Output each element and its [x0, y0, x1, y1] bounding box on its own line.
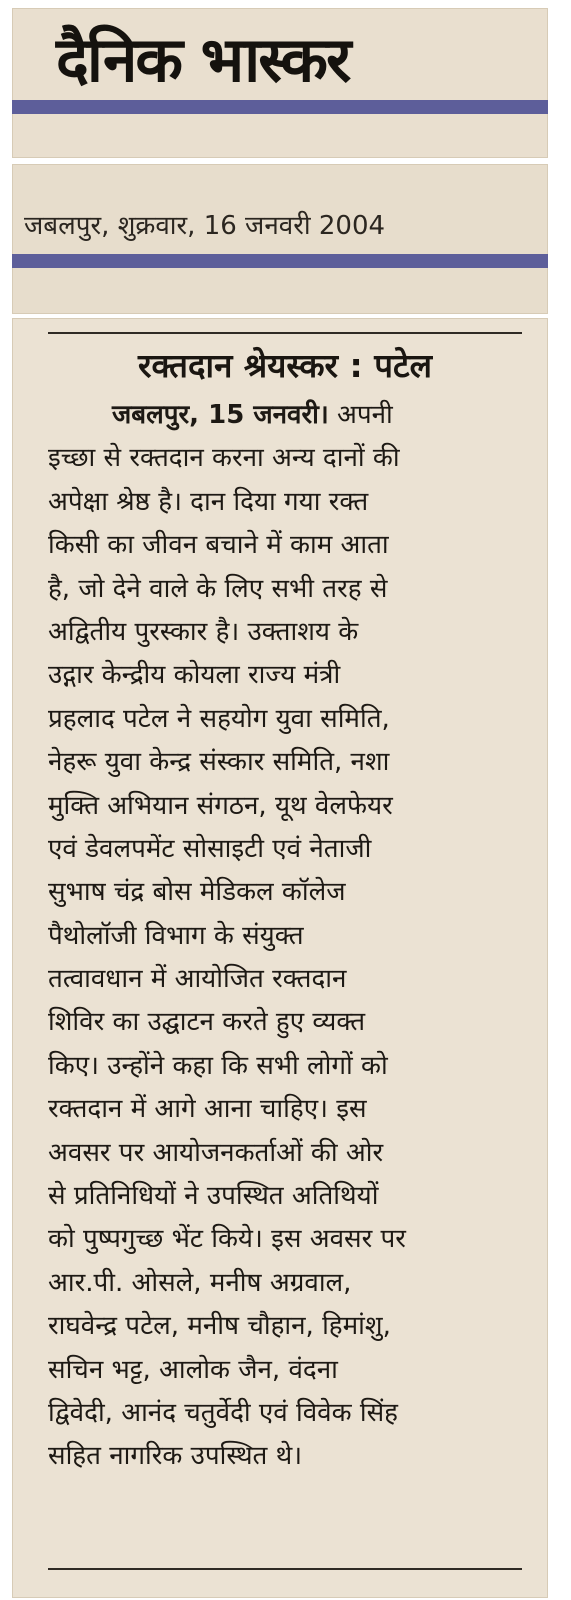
article-dateline-lead: जबलपुर, 15 जनवरी। — [112, 400, 329, 430]
dateline-color-band — [12, 254, 548, 268]
article-bottom-rule — [48, 1568, 522, 1570]
article-line: एवं डेवलपमेंट सोसाइटी एवं नेताजी — [48, 833, 372, 864]
article-line: से प्रतिनिधियों ने उपस्थित अतिथियों — [48, 1181, 379, 1212]
article-line: राघवेन्द्र पटेल, मनीष चौहान, हिमांशु, — [48, 1311, 391, 1342]
article-line: द्विवेदी, आनंद चतुर्वेदी एवं विवेक सिंह — [48, 1397, 398, 1428]
article-line: सचिन भट्ट, आलोक जैन, वंदना — [48, 1354, 338, 1385]
article-line-text: अपनी — [337, 400, 393, 430]
article-line: किसी का जीवन बचाने में काम आता — [48, 530, 389, 561]
article-line: अपेक्षा श्रेष्ठ है। दान दिया गया रक्त — [48, 486, 369, 517]
edition-dateline: जबलपुर, शुक्रवार, 16 जनवरी 2004 — [24, 211, 386, 241]
article-body — [48, 394, 522, 1479]
article-line — [48, 394, 522, 437]
article-line: शिविर का उद्घाटन करते हुए व्यक्त — [48, 1007, 366, 1038]
article-line: आर.पी. ओसले, मनीष अग्रवाल, — [48, 1267, 352, 1298]
article-headline: रक्तदान श्रेयस्कर : पटेल — [138, 346, 432, 385]
newspaper-masthead: दैनिक भास्कर — [56, 23, 350, 96]
article-line: नेहरू युवा केन्द्र संस्कार समिति, नशा — [48, 747, 390, 778]
article-line: पैथोलॉजी विभाग के संयुक्त — [48, 920, 304, 951]
article-clipping — [12, 318, 548, 1598]
article-line: सहित नागरिक उपस्थित थे। — [48, 1441, 303, 1472]
article-top-rule — [48, 332, 522, 334]
article-line: है, जो देने वाले के लिए सभी तरह से — [48, 573, 388, 604]
article-line: तत्वावधान में आयोजित रक्तदान — [48, 964, 347, 995]
masthead-color-band — [12, 100, 548, 114]
article-line: उद्गार केन्द्रीय कोयला राज्य मंत्री — [48, 660, 341, 691]
article-line: को पुष्पगुच्छ भेंट किये। इस अवसर पर — [48, 1224, 406, 1255]
article-line: रक्तदान में आगे आना चाहिए। इस — [48, 1094, 367, 1125]
article-line: प्रहलाद पटेल ने सहयोग युवा समिति, — [48, 703, 390, 734]
article-line: इच्छा से रक्तदान करना अन्य दानों की — [48, 443, 400, 474]
article-line: मुक्ति अभियान संगठन, यूथ वेलफेयर — [48, 790, 393, 821]
masthead-clipping — [12, 8, 548, 158]
article-line: सुभाष चंद्र बोस मेडिकल कॉलेज — [48, 877, 346, 908]
dateline-clipping — [12, 164, 548, 314]
article-line: अद्वितीय पुरस्कार है। उक्ताशय के — [48, 616, 359, 647]
article-line: किए। उन्होंने कहा कि सभी लोगों को — [48, 1050, 388, 1081]
article-line: अवसर पर आयोजनकर्ताओं की ओर — [48, 1137, 384, 1168]
